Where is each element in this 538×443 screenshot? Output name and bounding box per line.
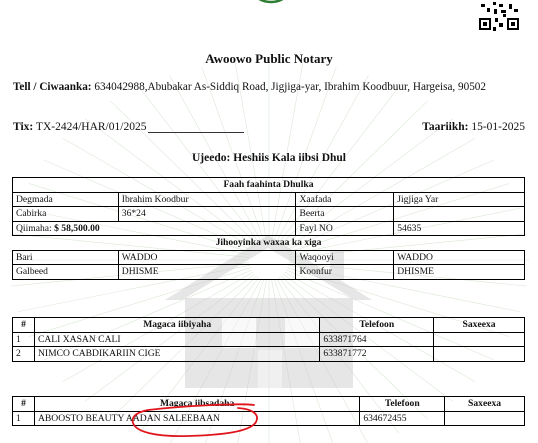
table-cell: Degmada [13, 192, 119, 207]
date-value: 15-01-2025 [471, 121, 525, 133]
table-cell: WADDO [394, 250, 525, 265]
document-date [422, 121, 525, 133]
table-cell: DHISME [394, 265, 525, 280]
table-cell: 633871764 [320, 332, 434, 347]
table-cell: Xaafada [296, 192, 394, 207]
boundaries-title: Jihooyinka waxaa ka xiga [13, 236, 525, 251]
table-row [13, 265, 525, 280]
table-cell: Beerta [296, 207, 394, 222]
table-cell: 634672455 [360, 411, 445, 426]
signature-cell [434, 332, 525, 347]
table-cell: Ibrahim Koodbur [118, 192, 296, 207]
table-header-row [13, 318, 525, 333]
column-header: # [13, 397, 35, 412]
qr-code-icon [479, 0, 519, 32]
column-header: # [13, 318, 35, 333]
table-cell: 54635 [394, 221, 525, 236]
table-cell: Bari [13, 250, 119, 265]
document-title: Awoowo Public Notary [205, 51, 333, 66]
document-subject: Ujeedo: Heshiis Kala iibsi Dhul [192, 152, 346, 164]
tix-label: Tix: [13, 121, 34, 133]
table-cell: ABOOSTO BEAUTY AADAN SALEEBAAN [34, 411, 359, 426]
table-cell: DHISME [118, 265, 296, 280]
table-cell: NIMCO CABDIKARIIN CIGE [34, 347, 319, 362]
table-cell: 36*24 [118, 207, 296, 222]
column-header: Saxeexa [445, 397, 525, 412]
table-header-row [13, 397, 525, 412]
column-header: Magaca iibsadaha [34, 397, 359, 412]
signature-cell [434, 347, 525, 362]
price-value: $ 58,500.00 [54, 222, 100, 234]
table-cell: Galbeed [13, 265, 119, 280]
table-row [13, 332, 525, 347]
column-header: Telefoon [360, 397, 445, 412]
column-header: Magaca iibiyaha [34, 318, 319, 333]
property-details-table [12, 177, 525, 280]
table-cell: WADDO [118, 250, 296, 265]
contact-address [13, 80, 528, 94]
table-cell: Jigjiga Yar [394, 192, 525, 207]
table-cell: 1 [13, 332, 35, 347]
table-cell: 633871772 [320, 347, 434, 362]
tix-value: TX-2424/HAR/01/2025 [35, 121, 147, 133]
table-row [13, 207, 525, 222]
notary-seal-logo [244, 0, 298, 8]
table-row [13, 250, 525, 265]
tix-underline [148, 122, 244, 133]
signature-cell [445, 411, 525, 426]
contact-value: 634042988,Abubakar As-Siddiq Road, Jigjiga-yar, Ibrahim Koodbuur, Hargeisa, 90502 [94, 81, 486, 93]
contact-label: Tell / Ciwaanka: [13, 81, 92, 93]
column-header: Saxeexa [434, 318, 525, 333]
table-cell: Koonfur [296, 265, 394, 280]
table-cell: Fayl NO [296, 221, 394, 236]
table-cell: Cabirka [13, 207, 119, 222]
table-row [13, 411, 525, 426]
table-cell: CALI XASAN CALI [34, 332, 319, 347]
price-label: Qiimaha: [16, 222, 52, 234]
sellers-table [12, 317, 525, 362]
table-row [13, 192, 525, 207]
table-cell: Waqooyi [296, 250, 394, 265]
column-header: Telefoon [320, 318, 434, 333]
price-cell [13, 221, 296, 236]
table-cell: 2 [13, 347, 35, 362]
date-label: Taariikh: [422, 121, 469, 133]
table-cell: 1 [13, 411, 35, 426]
table-row [13, 347, 525, 362]
reference-number [13, 121, 244, 133]
property-section-title: Faah faahinta Dhulka [13, 178, 525, 193]
buyers-table [12, 396, 525, 426]
table-row [13, 221, 525, 236]
table-cell [394, 207, 525, 222]
